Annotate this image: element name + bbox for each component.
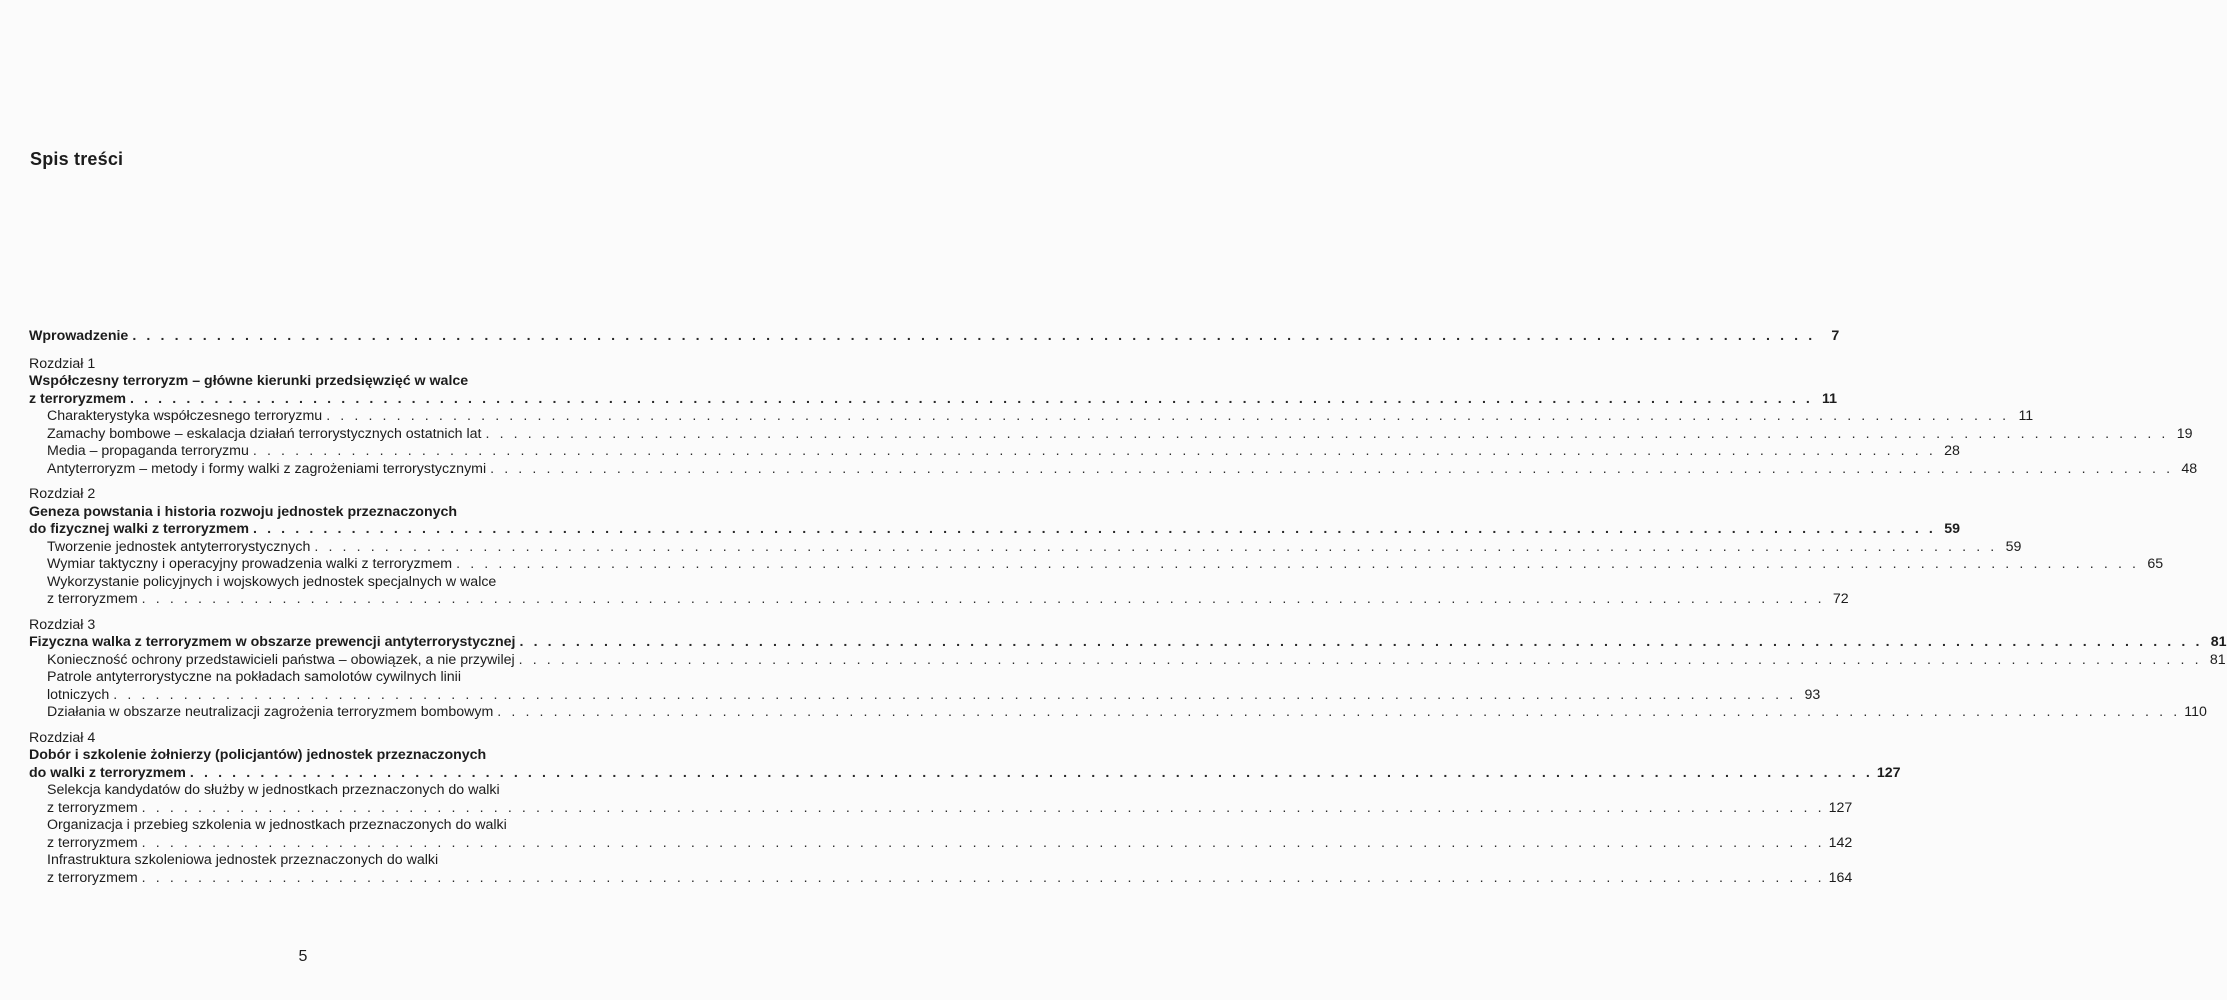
chapter-title-line: Dobór i szkolenie żołnierzy (policjantów) jednostek przeznaczonych bbox=[29, 747, 487, 763]
toc-section bbox=[29, 782, 1853, 817]
toc-section bbox=[29, 651, 2226, 670]
table-of-contents bbox=[29, 328, 2227, 895]
toc-entry-text: z terroryzmem bbox=[29, 390, 126, 407]
dot-leader: . . . . . . . . . . . . . . . . . . . . . . . . . . . . . . . . . . . . . . . . . . . . . . . . . . . . . . . . . . . . . . . . . . . . . . . . . . . . . . . . . . . . . . . . . . . . . . . . . . . . . . . . . . . . . . . . . . . . . . . . bbox=[252, 521, 1936, 537]
chapter-title bbox=[29, 747, 1901, 782]
section-title-line: Organizacja i przebieg szkolenia w jednostkach przeznaczonych do walki bbox=[47, 817, 507, 833]
dot-leader: . . . . . . . . . . . . . . . . . . . . . . . . . . . . . . . . . . . . . . . . . . . . . . . . . . . . . . . . . . . . . . . . . . . . . . . . . . . . . . . . . . . . . . . . . . . . . . . . . . . . . . . . . . . . . . . . . . . . . . . . bbox=[519, 634, 2203, 650]
toc-page-number: 11 bbox=[2018, 408, 2034, 424]
toc-page-number: 59 bbox=[1944, 521, 1960, 537]
toc-page-number: 93 bbox=[1804, 686, 1821, 703]
section-title-line: Wykorzystanie policyjnych i wojskowych jednostek specjalnych w walce bbox=[47, 573, 497, 590]
toc-entry-text: Charakterystyka współczesnego terroryzmu bbox=[47, 408, 323, 424]
toc-entry-section[interactable] bbox=[47, 556, 2164, 574]
dot-leader: . . . . . . . . . . . . . . . . . . . . . . . . . . . . . . . . . . . . . . . . . . . . . . . . . . . . . . . . . . . . . . . . . . . . . . . . . . . . . . . . . . . . . . . . . . . . . . . . . . . . . . . . . . . . . . . . . . . . . . . . bbox=[132, 328, 1816, 344]
dot-leader: . . . . . . . . . . . . . . . . . . . . . . . . . . . . . . . . . . . . . . . . . . . . . . . . . . . . . . . . . . . . . . . . . . . . . . . . . . . . . . . . . . . . . . . . . . . . . . . . . . . . . . . . . . . . . . . . . . . . . . . . bbox=[326, 408, 2010, 424]
toc-section bbox=[29, 573, 1849, 609]
toc-entry-text: z terroryzmem bbox=[47, 834, 138, 851]
page-number: 5 bbox=[298, 948, 308, 965]
toc-section bbox=[29, 852, 1853, 887]
toc-page-number: 127 bbox=[1876, 764, 1901, 781]
dot-leader: . . . . . . . . . . . . . . . . . . . . . . . . . . . . . . . . . . . . . . . . . . . . . . . . . . . . . . . . . . . . . . . . . . . . . . . . . . . . . . . . . . . . . . . . . . . . . . . . . . . . . . . . . . . . . . . . . . . . . . . . bbox=[130, 390, 1813, 407]
section-title-line: Selekcja kandydatów do służby w jednostkach przeznaczonych do walki bbox=[47, 782, 500, 798]
chapter-title-line: Geneza powstania i historia rozwoju jednostek przeznaczonych bbox=[29, 503, 458, 520]
chapter-label: Rozdział 4 bbox=[29, 729, 96, 746]
chapter-block bbox=[29, 486, 2164, 609]
toc-page-number: 127 bbox=[1828, 799, 1853, 816]
toc-entry-section[interactable] bbox=[47, 704, 2207, 722]
toc-section bbox=[29, 425, 2193, 444]
chapter-list bbox=[29, 355, 2227, 888]
dot-leader: . . . . . . . . . . . . . . . . . . . . . . . . . . . . . . . . . . . . . . . . . . . . . . . . . . . . . . . . . . . . . . . . . . . . . . . . . . . . . . . . . . . . . . . . . . . . . . . . . . . . . . . . . . . . . . . . . . . . . . . . bbox=[456, 556, 2140, 572]
toc-page-number: 28 bbox=[1944, 443, 1960, 459]
toc-page-number: 164 bbox=[1828, 869, 1853, 886]
toc-section bbox=[29, 704, 2207, 722]
toc-entry-text: Działania w obszarze neutralizacji zagrożenia terroryzmem bombowym bbox=[47, 704, 494, 720]
toc-entry-text: Fizyczna walka z terroryzmem w obszarze prewencji antyterrorystycznej bbox=[29, 634, 516, 650]
dot-leader: . . . . . . . . . . . . . . . . . . . . . . . . . . . . . . . . . . . . . . . . . . . . . . . . . . . . . . . . . . . . . . . . . . . . . . . . . . . . . . . . . . . . . . . . . . . . . . . . . . . . . . . . . . . . . . . . . . . . . . . . bbox=[314, 538, 1998, 555]
toc-page-number: 81 bbox=[2209, 651, 2226, 668]
toc-section bbox=[29, 538, 2022, 557]
toc-entry-chapter[interactable] bbox=[29, 634, 2227, 652]
toc-section bbox=[29, 443, 1960, 461]
chapter-title bbox=[29, 634, 2227, 652]
dot-leader: . . . . . . . . . . . . . . . . . . . . . . . . . . . . . . . . . . . . . . . . . . . . . . . . . . . . . . . . . . . . . . . . . . . . . . . . . . . . . . . . . . . . . . . . . . . . . . . . . . . . . . . . . . . . . . . . . . . . . . . . bbox=[141, 869, 1825, 886]
toc-entry-text: do fizycznej walki z terroryzmem bbox=[29, 521, 249, 537]
dot-leader: . . . . . . . . . . . . . . . . . . . . . . . . . . . . . . . . . . . . . . . . . . . . . . . . . . . . . . . . . . . . . . . . . . . . . . . . . . . . . . . . . . . . . . . . . . . . . . . . . . . . . . . . . . . . . . . . . . . . . . . . bbox=[252, 443, 1936, 459]
toc-entry-text: Wymiar taktyczny i operacyjny prowadzenia walki z terroryzmem bbox=[47, 556, 453, 572]
toc-entry-section[interactable] bbox=[47, 425, 2193, 444]
toc-entry-text: z terroryzmem bbox=[47, 869, 138, 886]
toc-entry-text: do walki z terroryzmem bbox=[29, 764, 186, 781]
toc-section bbox=[29, 817, 1853, 852]
toc-entry-section[interactable] bbox=[47, 869, 1853, 888]
chapter-block bbox=[29, 616, 2227, 722]
dot-leader: . . . . . . . . . . . . . . . . . . . . . . . . . . . . . . . . . . . . . . . . . . . . . . . . . . . . . . . . . . . . . . . . . . . . . . . . . . . . . . . . . . . . . . . . . . . . . . . . . . . . . . . . . . . . . . . . . . . . . . . . bbox=[490, 460, 2174, 477]
toc-page-number: 48 bbox=[2181, 460, 2198, 477]
toc-page-number: 7 bbox=[1831, 328, 1840, 344]
chapter-block bbox=[29, 729, 1901, 888]
toc-entry-text: Konieczność ochrony przedstawicieli państwa – obowiązek, a nie przywilej bbox=[47, 651, 515, 668]
toc-page-number: 65 bbox=[2147, 556, 2164, 572]
section-title-line: Patrole antyterrorystyczne na pokładach samolotów cywilnych linii bbox=[47, 669, 461, 685]
toc-section bbox=[29, 669, 1821, 704]
toc-entry-section[interactable] bbox=[47, 686, 1821, 705]
toc-entry-section[interactable] bbox=[47, 591, 1849, 609]
toc-entry-section[interactable] bbox=[47, 651, 2226, 670]
toc-entry-text: z terroryzmem bbox=[47, 591, 138, 607]
toc-entry-text: Zamachy bombowe – eskalacja działań terrorystycznych ostatnich lat bbox=[47, 425, 482, 442]
toc-page-number: 19 bbox=[2176, 425, 2193, 442]
page-title: Spis treści bbox=[30, 149, 124, 169]
toc-page-number: 110 bbox=[2184, 704, 2207, 720]
dot-leader: . . . . . . . . . . . . . . . . . . . . . . . . . . . . . . . . . . . . . . . . . . . . . . . . . . . . . . . . . . . . . . . . . . . . . . . . . . . . . . . . . . . . . . . . . . . . . . . . . . . . . . . . . . . . . . . . . . . . . . . . bbox=[141, 834, 1825, 851]
toc-entry-text: z terroryzmem bbox=[47, 799, 138, 816]
toc-section bbox=[29, 408, 2034, 426]
toc-entry-section[interactable] bbox=[47, 443, 1960, 461]
chapter-title bbox=[29, 503, 1960, 539]
toc-section bbox=[29, 556, 2164, 574]
toc-section bbox=[29, 460, 2198, 479]
toc-entry-section[interactable] bbox=[47, 799, 1853, 818]
toc-entry-text: lotniczych bbox=[47, 686, 110, 703]
dot-leader: . . . . . . . . . . . . . . . . . . . . . . . . . . . . . . . . . . . . . . . . . . . . . . . . . . . . . . . . . . . . . . . . . . . . . . . . . . . . . . . . . . . . . . . . . . . . . . . . . . . . . . . . . . . . . . . . . . . . . . . . bbox=[485, 425, 2169, 442]
toc-entry-chapter[interactable] bbox=[29, 390, 1837, 409]
toc-entry-text: Media – propaganda terroryzmu bbox=[47, 443, 249, 459]
section-title-line: Infrastruktura szkoleniowa jednostek przeznaczonych do walki bbox=[47, 852, 439, 868]
chapter-label: Rozdział 3 bbox=[29, 616, 96, 633]
toc-page-number: 59 bbox=[2005, 538, 2022, 555]
chapter-label: Rozdział 1 bbox=[29, 355, 96, 372]
toc-entry-text: Wprowadzenie bbox=[29, 328, 129, 344]
toc-entry-section[interactable] bbox=[47, 538, 2022, 557]
toc-entry-chapter[interactable] bbox=[29, 764, 1901, 783]
toc-entry-section[interactable] bbox=[47, 834, 1853, 853]
toc-entry-text: Antyterroryzm – metody i formy walki z zagrożeniami terrorystycznymi bbox=[47, 460, 487, 477]
chapter-title-line: Współczesny terroryzm – główne kierunki przedsięwzięć w walce bbox=[29, 373, 469, 389]
chapter-title bbox=[29, 373, 1837, 408]
toc-entry-text: Tworzenie jednostek antyterrorystycznych bbox=[47, 538, 311, 555]
dot-leader: . . . . . . . . . . . . . . . . . . . . . . . . . . . . . . . . . . . . . . . . . . . . . . . . . . . . . . . . . . . . . . . . . . . . . . . . . . . . . . . . . . . . . . . . . . . . . . . . . . . . . . . . . . . . . . . . . . . . . . . . bbox=[497, 704, 2181, 720]
dot-leader: . . . . . . . . . . . . . . . . . . . . . . . . . . . . . . . . . . . . . . . . . . . . . . . . . . . . . . . . . . . . . . . . . . . . . . . . . . . . . . . . . . . . . . . . . . . . . . . . . . . . . . . . . . . . . . . . . . . . . . . . bbox=[141, 591, 1825, 607]
toc-page-number: 81 bbox=[2210, 634, 2227, 650]
toc-page-number: 11 bbox=[1821, 390, 1837, 407]
toc-entry-section[interactable] bbox=[47, 460, 2198, 479]
chapter-block bbox=[29, 355, 2198, 479]
chapter-label: Rozdział 2 bbox=[29, 486, 96, 502]
toc-entry-section[interactable] bbox=[47, 408, 2034, 426]
toc-page-number: 142 bbox=[1828, 834, 1853, 851]
dot-leader: . . . . . . . . . . . . . . . . . . . . . . . . . . . . . . . . . . . . . . . . . . . . . . . . . . . . . . . . . . . . . . . . . . . . . . . . . . . . . . . . . . . . . . . . . . . . . . . . . . . . . . . . . . . . . . . . . . . . . . . . bbox=[113, 686, 1797, 703]
toc-entry-introduction[interactable] bbox=[29, 328, 1840, 346]
toc-page-number: 72 bbox=[1832, 591, 1849, 607]
toc-entry-chapter[interactable] bbox=[29, 521, 1960, 539]
dot-leader: . . . . . . . . . . . . . . . . . . . . . . . . . . . . . . . . . . . . . . . . . . . . . . . . . . . . . . . . . . . . . . . . . . . . . . . . . . . . . . . . . . . . . . . . . . . . . . . . . . . . . . . . . . . . . . . . . . . . . . . . bbox=[141, 799, 1825, 816]
dot-leader: . . . . . . . . . . . . . . . . . . . . . . . . . . . . . . . . . . . . . . . . . . . . . . . . . . . . . . . . . . . . . . . . . . . . . . . . . . . . . . . . . . . . . . . . . . . . . . . . . . . . . . . . . . . . . . . . . . . . . . . . bbox=[189, 764, 1873, 781]
dot-leader: . . . . . . . . . . . . . . . . . . . . . . . . . . . . . . . . . . . . . . . . . . . . . . . . . . . . . . . . . . . . . . . . . . . . . . . . . . . . . . . . . . . . . . . . . . . . . . . . . . . . . . . . . . . . . . . . . . . . . . . . bbox=[518, 651, 2202, 668]
